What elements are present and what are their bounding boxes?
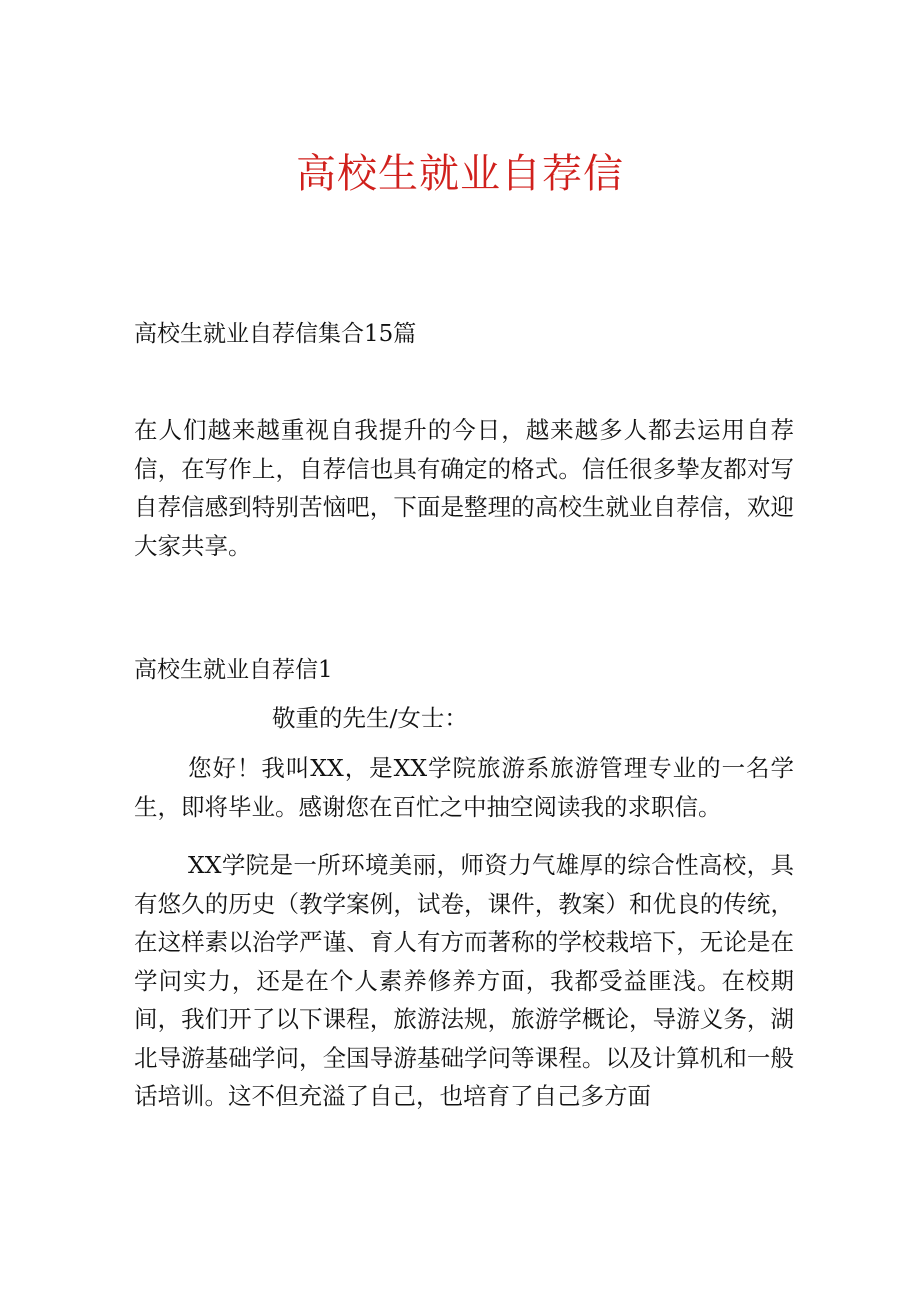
letter-salutation: 敬重的先生/女士： [272,704,468,732]
intro-paragraph: 在人们越来越重视自我提升的今日，越来越多人都去运用自荐信，在写作上，自荐信也具有确定的格式。信任很多挚友都对写自荐信感到特别苦恼吧，下面是整理的高校生就业自荐信，欢迎大家共享。 [134,416,794,560]
section-title: 高校生就业自荐信1 [134,657,333,683]
letter-paragraph-2: XX学院是一所环境美丽，师资力气雄厚的综合性高校，具有悠久的历史（教学案例，试卷，课件，教案）和优良的传统，在这样素以治学严谨、育人有方而著称的学校栽培下，无论是在学问实力，还是在个人素养修养方面，我都受益匪浅。在校期间，我们开了以下课程，旅游法规，旅游学概论，导游义务，湖北导游基础学问，全国导游基础学问等课程。以及计算机和一般话培训。这不但充溢了自己，也培育了自己多方面 [134,851,794,1110]
document-subtitle: 高校生就业自荐信集合15篇 [134,321,417,347]
document-title: 高校生就业自荐信 [296,151,624,197]
letter-paragraph-1: 您好！我叫XX，是XX学院旅游系旅游管理专业的一名学生，即将毕业。感谢您在百忙之中抽空阅读我的求职信。 [134,754,794,821]
